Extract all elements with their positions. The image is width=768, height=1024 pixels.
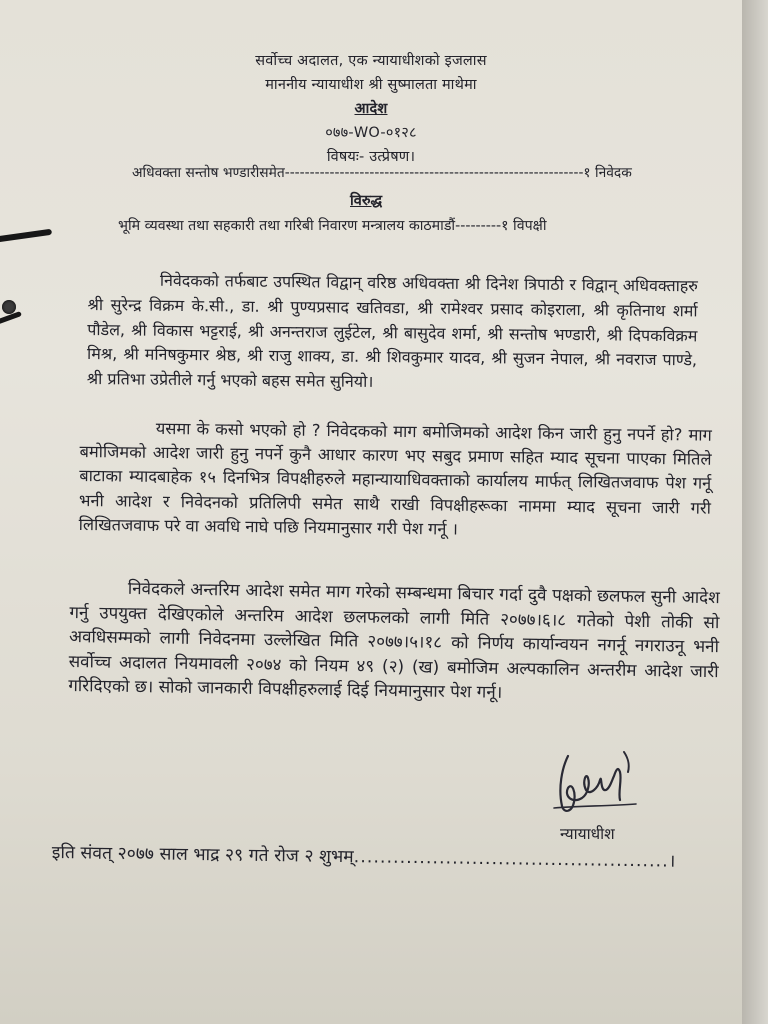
case-number: ०७७-WO-०१२८ xyxy=(325,125,417,141)
footer-date: इति संवत् २०७७ साल भाद्र २९ गते रोज २ शुभम् xyxy=(51,842,354,868)
document-type: आदेश xyxy=(354,101,388,117)
respondent-line: भूमि व्यवस्था तथा सहकारी तथा गरिबी निवारण मन्त्रालय काठमाडौं---------१ विपक्षी xyxy=(118,218,547,234)
judge-signature xyxy=(548,748,643,828)
hearing-paragraph: निवेदकको तर्फबाट उपस्थित विद्वान् वरिष्ठ अधिवक्ता श्री दिनेश त्रिपाठी र विद्वान् अधिवक्ताहरु श्री सुरेन्द्र विक्रम के.सी., डा. श्री पुण्यप्रसाद खतिवडा, श्री रामेश्वर प्रसाद कोइराला, श्री कृतिनाथ शर्मा पौडेल, श्री विकास भट्टराई, श्री अनन्तराज लुईटेल, श्री बासुदेव शर्मा, श्री सन्तोष भण्डारी, श्री दिपकविक्रम मिश्र, श्री मनिषकुमार श्रेष्ठ, श्री राजु शाक्य, डा. श्री शिवकुमार यादव, श्री सुजन नेपाल, श्री नवराज पाण्डे, श्री प्रतिभा उप्रेतीले गर्नु भएको बहस समेत सुनियो। xyxy=(86,270,698,392)
court-name: सर्वोच्च अदालत, एक न्यायाधीशको इजलास xyxy=(255,53,487,69)
judge-name: माननीय न्यायाधीश श्री सुष्मालता माथेमा xyxy=(265,77,477,93)
interim-order-paragraph: निवेदकले अन्तरिम आदेश समेत माग गरेको सम्बन्धमा बिचार गर्दा दुवै पक्षको छलफल सुनी आदेश गर्नु उपयुक्त देखिएकोले अन्तरिम आदेश छलफलको लागी मिति २०७७।६।८ गतेको पेशी तोकी सो अवधिसम्मको लागी निवेदनमा उल्लेखित मिति २०७७।५।१८ को निर्णय कार्यान्वयन नगर्नू नगराउनू भनी सर्वोच्च अदालत नियमावली २०७४ को नियम ४९ (२) (ख) बमोजिम अल्पकालिन अन्तरीम आदेश जारी गरिदिएको छ। सोको जानकारी विपक्षीहरुलाई दिई नियमानुसार पेश गर्नू। xyxy=(68,578,720,704)
subject-line: विषयः- उत्प्रेषण। xyxy=(326,149,416,165)
binding-string-end xyxy=(0,311,22,326)
show-cause-paragraph: यसमा के कसो भएको हो ? निवेदकको माग बमोजिमको आदेश किन जारी हुनु नपर्ने हो? माग बमोजिमको आदेश जारी हुनु नपर्ने कुनै आधार कारण भए सबुद प्रमाण सहित म्याद सूचना पाएका मितिले बाटाका म्यादबाहेक १५ दिनभित्र विपक्षीहरुले महान्यायाधिवक्ताको कार्यालय मार्फत् लिखितजवाफ पेश गर्नू भनी आदेश र निवेदनको प्रतिलिपी समेत साथै राखी विपक्षीहरूका नाममा म्याद सूचना जारी गरी लिखितजवाफ परे वा अवधि नाघे पछि नियमानुसार गरी पेश गर्नू । xyxy=(78,418,712,539)
binding-string xyxy=(0,229,52,244)
versus-label: विरुद्ध xyxy=(350,193,383,209)
footer-dots: ................................................। xyxy=(353,847,677,872)
signatory-title: न्यायाधीश xyxy=(560,825,615,843)
footer-date-line xyxy=(52,840,677,873)
punch-hole xyxy=(2,300,16,314)
background-edge xyxy=(742,0,768,1024)
petitioner-line: अधिवक्ता सन्तोष भण्डारीसमेत------------------------------------------------------------१ निवेदक xyxy=(132,165,632,181)
